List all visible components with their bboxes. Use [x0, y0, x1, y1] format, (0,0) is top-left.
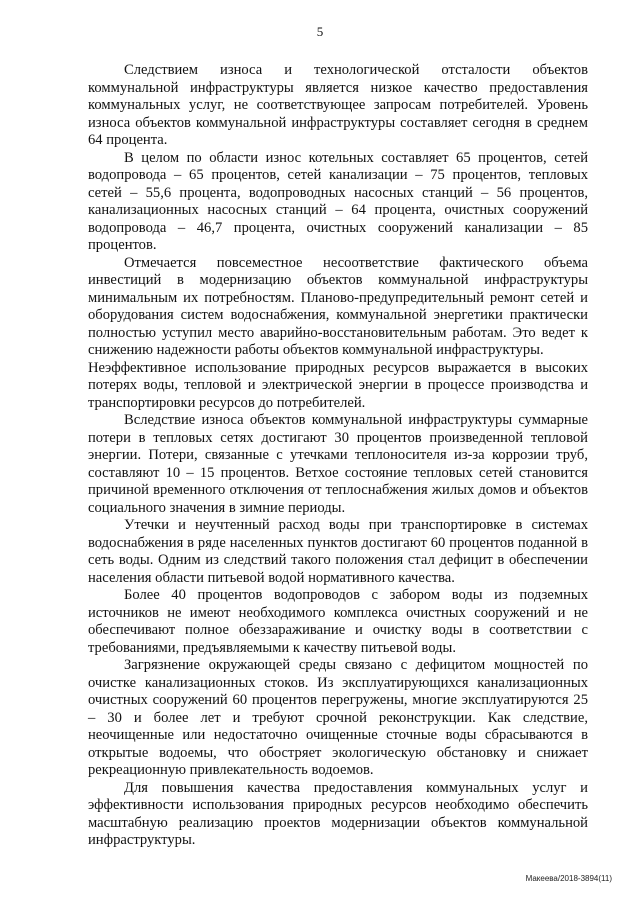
page-number: 5 [316, 24, 324, 39]
body-text [88, 62, 588, 850]
document-reference-code: Макеева/2018-3894(11) [525, 874, 612, 883]
paragraph-conclusion: Для повышения качества предоставления коммунальных услуг и эффективности использования природных ресурсов необходимо обеспечить масштабную реализацию проектов модернизации объектов коммунальной инфраструктуры. [88, 779, 588, 848]
paragraph-wear-consequence: Следствием износа и технологической отсталости объектов коммунальной инфраструктуры является низкое качество предоставления коммунальных услуг, не соответствующее запросам потребителей. Уровень износа объектов коммунальной инфраструктуры составляет сегодня в среднем 64 процента. [88, 62, 588, 148]
paragraph-regional-wear: В целом по области износ котельных составляет 65 процентов, сетей водопровода – 65 процентов, сетей канализации – 75 процентов, тепловых сетей – 55,6 процента, водопроводных насосных станций – 56 процентов, канализационных насосных станций – 64 процента, очистных сооружений водопровода – 46,7 процента, очистных сооружений канализации – 85 процентов. [88, 149, 588, 253]
paragraph-investment-gap: Отмечается повсеместное несоответствие фактического объема инвестиций в модернизацию объектов коммунальной инфраструктуры минимальным их потребностям. Планово-предупредительный ремонт сетей и оборудования систем водоснабжения, коммунальной энергетики практически полностью уступил место аварийно-восстановительным работам. Это ведет к снижению надежности работы объектов коммунальной инфраструктуры. [88, 254, 588, 358]
paragraph-heat-losses: Вследствие износа объектов коммунальной инфраструктуры суммарные потери в тепловых сетях достигают 30 процентов произведенной тепловой энергии. Потери, связанные с утечками теплоносителя из-за коррозии труб, составляют 10 – 15 процентов. Ветхое состояние тепловых сетей становится причиной временного отключения от теплоснабжения жилых домов и объектов социального значения в зимние периоды. [88, 412, 588, 516]
paragraph-pollution: Загрязнение окружающей среды связано с дефицитом мощностей по очистке канализационных стоков. Из эксплуатирующихся канализационных очистных сооружений 60 процентов перегружены, многие эксплуатируются 25 – 30 и более лет и требуют срочной реконструкции. Как следствие, неочищенные или недостаточно очищенные сточные воды сбрасываются в открытые водоемы, что обостряет экологическую обстановку и снижает рекреационную привлекательность водоемов. [88, 657, 588, 778]
paragraph-water-leaks: Утечки и неучтенный расход воды при транспортировке в системах водоснабжения в ряде населенных пунктов достигают 60 процентов поданной в сеть воды. Одним из следствий такого положения стал дефицит в обеспечении населения области питьевой водой нормативного качества. [88, 517, 588, 586]
paragraph-resource-inefficiency: Неэффективное использование природных ресурсов выражается в высоких потерях воды, тепловой и электрической энергии в процессе производства и транспортировки ресурсов до потребителей. [88, 359, 588, 411]
paragraph-water-treatment: Более 40 процентов водопроводов с забором воды из подземных источников не имеют необходимого комплекса очистных сооружений и не обеспечивают полное обеззараживание и очистку воды в соответствии с требованиями, предъявляемыми к качеству питьевой воды. [88, 587, 588, 656]
